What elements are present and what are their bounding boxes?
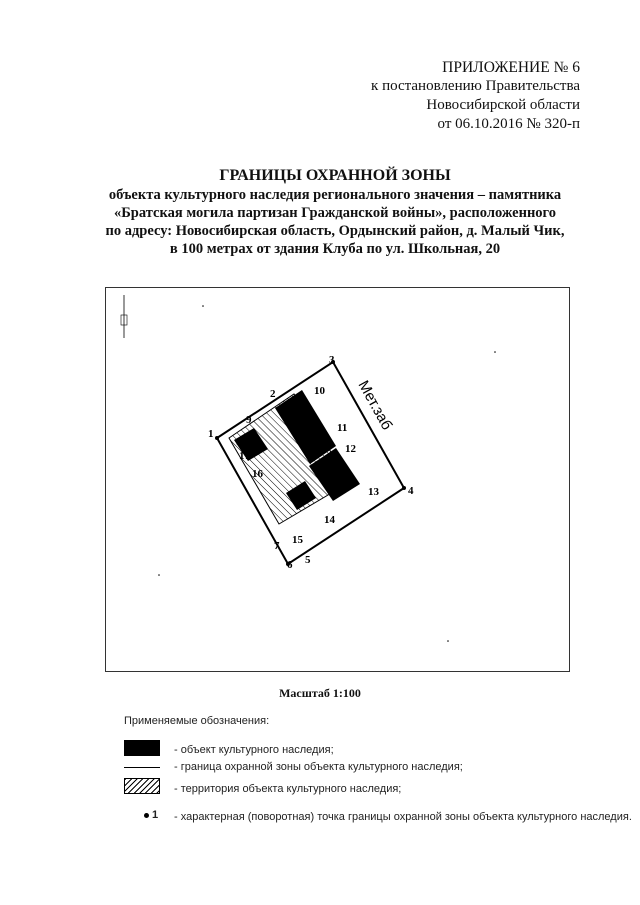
point-label-5: 5: [305, 554, 311, 566]
point-label-6: 6: [287, 559, 293, 571]
boundary-map: [106, 288, 571, 673]
heritage-object-symbol: [124, 740, 160, 756]
map-mark: [447, 640, 449, 642]
map-frame: [105, 287, 570, 672]
map-mark: [494, 351, 496, 353]
zone-boundary-symbol: [124, 767, 160, 768]
heading-line-4: в 100 метрах от здания Клуба по ул. Школьная, 20: [169, 241, 501, 257]
territory-symbol: [124, 778, 160, 794]
appendix-line-1: к постановлению Правительства: [371, 78, 580, 94]
appendix-line-3: от 06.10.2016 № 320-п: [437, 116, 580, 132]
point-label-13: 13: [368, 486, 379, 498]
point-label-11: 11: [337, 422, 348, 434]
heading-line-1: объекта культурного наследия регионального значения – памятника: [108, 187, 562, 203]
point-label-4: 4: [408, 485, 414, 497]
legend-title: Применяемые обозначения:: [124, 715, 270, 727]
legend-territory-text: - территория объекта культурного наследия;: [174, 783, 402, 795]
point-dot-icon: [144, 813, 149, 818]
point-label-7: 7: [274, 540, 280, 552]
heading-line-3: по адресу: Новосибирская область, Ордынский район, д. Малый Чик,: [105, 223, 565, 239]
point-label-17: 17: [239, 450, 250, 462]
point-label-10: 10: [314, 385, 325, 397]
point-label-14: 14: [324, 514, 335, 526]
boundary-point: [402, 486, 406, 490]
document-heading: [60, 166, 610, 258]
heading-line-2: «Братская могила партизан Гражданской войны», расположенного: [113, 205, 557, 221]
point-label-12: 12: [345, 443, 356, 455]
point-label-15: 15: [292, 534, 303, 546]
north-arrow-icon: [121, 295, 127, 338]
point-symbol-number: 1: [152, 809, 159, 821]
map-mark: [202, 305, 204, 307]
boundary-point: [215, 436, 219, 440]
appendix-line-2: Новосибирской области: [426, 97, 580, 113]
map-scale: Масштаб 1:100: [279, 686, 361, 700]
point-label-2: 2: [270, 388, 276, 400]
legend-heritage-object-text: - объект культурного наследия;: [174, 744, 334, 756]
point-label-9: 9: [246, 414, 252, 426]
appendix-block: [320, 58, 580, 134]
point-label-3: 3: [329, 354, 335, 366]
point-label-16: 16: [252, 468, 263, 480]
point-label-1: 1: [208, 428, 214, 440]
legend-zone-boundary-text: - граница охранной зоны объекта культурного наследия;: [174, 761, 463, 773]
map-mark: [158, 574, 160, 576]
legend-characteristic-point-text: - характерная (поворотная) точка границы охранной зоны объекта культурного наследия.: [174, 811, 632, 823]
heading-title: ГРАНИЦЫ ОХРАННОЙ ЗОНЫ: [219, 167, 451, 184]
point-label-8: 8: [236, 436, 242, 448]
appendix-title: ПРИЛОЖЕНИЕ № 6: [442, 59, 580, 76]
characteristic-point-symbol: [144, 809, 158, 821]
fence-label: Мет.заб: [354, 377, 396, 433]
